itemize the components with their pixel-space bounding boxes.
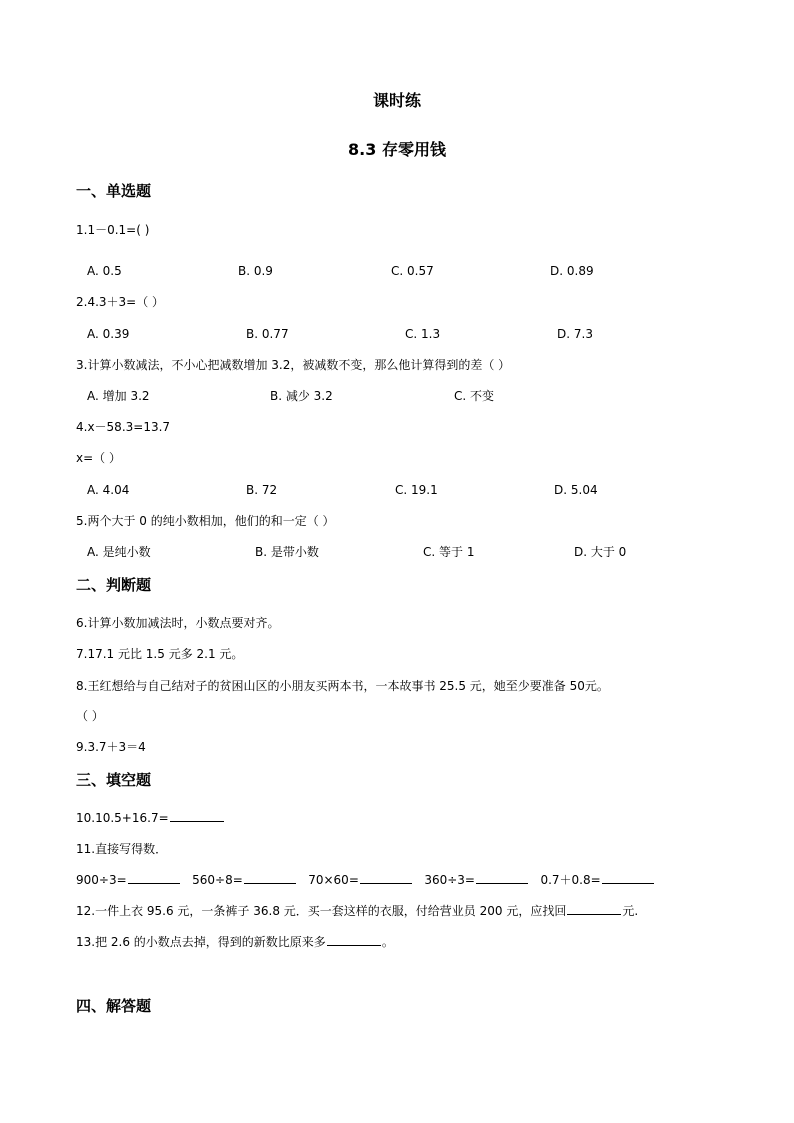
q5-option-c: C. 等于 1 bbox=[423, 545, 475, 559]
question-8: 8.王红想给与自己结对子的贫困山区的小朋友买两本书，一本故事书 25.5 元，她至少要准备 50元。 bbox=[76, 679, 609, 693]
question-8-line2: （ ） bbox=[76, 709, 104, 723]
q11-item-4: 360÷3= bbox=[424, 873, 475, 887]
page-title: 课时练 bbox=[372, 91, 421, 110]
q2-option-a: A. 0.39 bbox=[87, 327, 130, 341]
question-13 bbox=[76, 934, 394, 950]
answer-blank[interactable] bbox=[567, 904, 621, 915]
answer-blank[interactable] bbox=[128, 873, 180, 884]
section-heading-solve: 四、解答题 bbox=[76, 997, 152, 1015]
question-2: 2.4.3＋3=（ ） bbox=[76, 295, 165, 309]
question-12-text: 12.一件上衣 95.6 元，一条裤子 36.8 元．买一套这样的衣服，付给营业员 200 元，应找回 bbox=[76, 904, 567, 918]
q1-option-d: D. 0.89 bbox=[550, 264, 594, 278]
page-subtitle: 8.3 存零用钱 bbox=[348, 140, 446, 159]
q5-option-d: D. 大于 0 bbox=[574, 545, 627, 559]
question-11-items bbox=[76, 872, 655, 888]
q5-option-b: B. 是带小数 bbox=[255, 545, 319, 559]
question-6: 6.计算小数加减法时，小数点要对齐。 bbox=[76, 616, 280, 630]
q4-option-a: A. 4.04 bbox=[87, 483, 130, 497]
question-13-suffix: 。 bbox=[381, 935, 394, 949]
question-12-suffix: 元. bbox=[622, 904, 639, 918]
q2-option-b: B. 0.77 bbox=[246, 327, 289, 341]
q11-item-5: 0.7＋0.8= bbox=[540, 873, 601, 887]
q3-option-a: A. 增加 3.2 bbox=[87, 389, 150, 403]
answer-blank[interactable] bbox=[327, 935, 381, 946]
question-12 bbox=[76, 903, 638, 919]
answer-blank[interactable] bbox=[360, 873, 412, 884]
section-heading-single-choice: 一、单选题 bbox=[76, 182, 152, 200]
q3-option-c: C. 不变 bbox=[454, 389, 495, 403]
question-10 bbox=[76, 810, 225, 826]
answer-blank[interactable] bbox=[602, 873, 654, 884]
question-4-line2: x=（ ） bbox=[76, 451, 121, 465]
q1-option-b: B. 0.9 bbox=[238, 264, 273, 278]
answer-blank[interactable] bbox=[476, 873, 528, 884]
q1-option-c: C. 0.57 bbox=[391, 264, 434, 278]
question-11: 11.直接写得数． bbox=[76, 842, 168, 856]
q3-option-b: B. 减少 3.2 bbox=[270, 389, 333, 403]
answer-blank[interactable] bbox=[244, 873, 296, 884]
question-10-text: 10.10.5+16.7= bbox=[76, 811, 169, 825]
answer-blank[interactable] bbox=[170, 811, 224, 822]
question-7: 7.17.1 元比 1.5 元多 2.1 元。 bbox=[76, 647, 244, 661]
section-heading-fill-blank: 三、填空题 bbox=[76, 771, 152, 789]
q11-item-1: 900÷3= bbox=[76, 873, 127, 887]
q4-option-c: C. 19.1 bbox=[395, 483, 438, 497]
question-5: 5.两个大于 0 的纯小数相加，他们的和一定（ ） bbox=[76, 514, 335, 528]
q11-item-3: 70×60= bbox=[308, 873, 359, 887]
q5-option-a: A. 是纯小数 bbox=[87, 545, 151, 559]
section-heading-true-false: 二、判断题 bbox=[76, 576, 152, 594]
question-3: 3.计算小数减法，不小心把减数增加 3.2，被减数不变，那么他计算得到的差（ ） bbox=[76, 358, 511, 372]
q4-option-d: D. 5.04 bbox=[554, 483, 598, 497]
question-1: 1.1－0.1=( ) bbox=[76, 223, 150, 237]
q11-item-2: 560÷8= bbox=[192, 873, 243, 887]
q2-option-c: C. 1.3 bbox=[405, 327, 441, 341]
q2-option-d: D. 7.3 bbox=[557, 327, 593, 341]
q4-option-b: B. 72 bbox=[246, 483, 278, 497]
question-13-text: 13.把 2.6 的小数点去掉，得到的新数比原来多 bbox=[76, 935, 326, 949]
q1-option-a: A. 0.5 bbox=[87, 264, 122, 278]
question-4: 4.x－58.3=13.7 bbox=[76, 420, 171, 434]
question-9: 9.3.7＋3＝4 bbox=[76, 740, 146, 754]
